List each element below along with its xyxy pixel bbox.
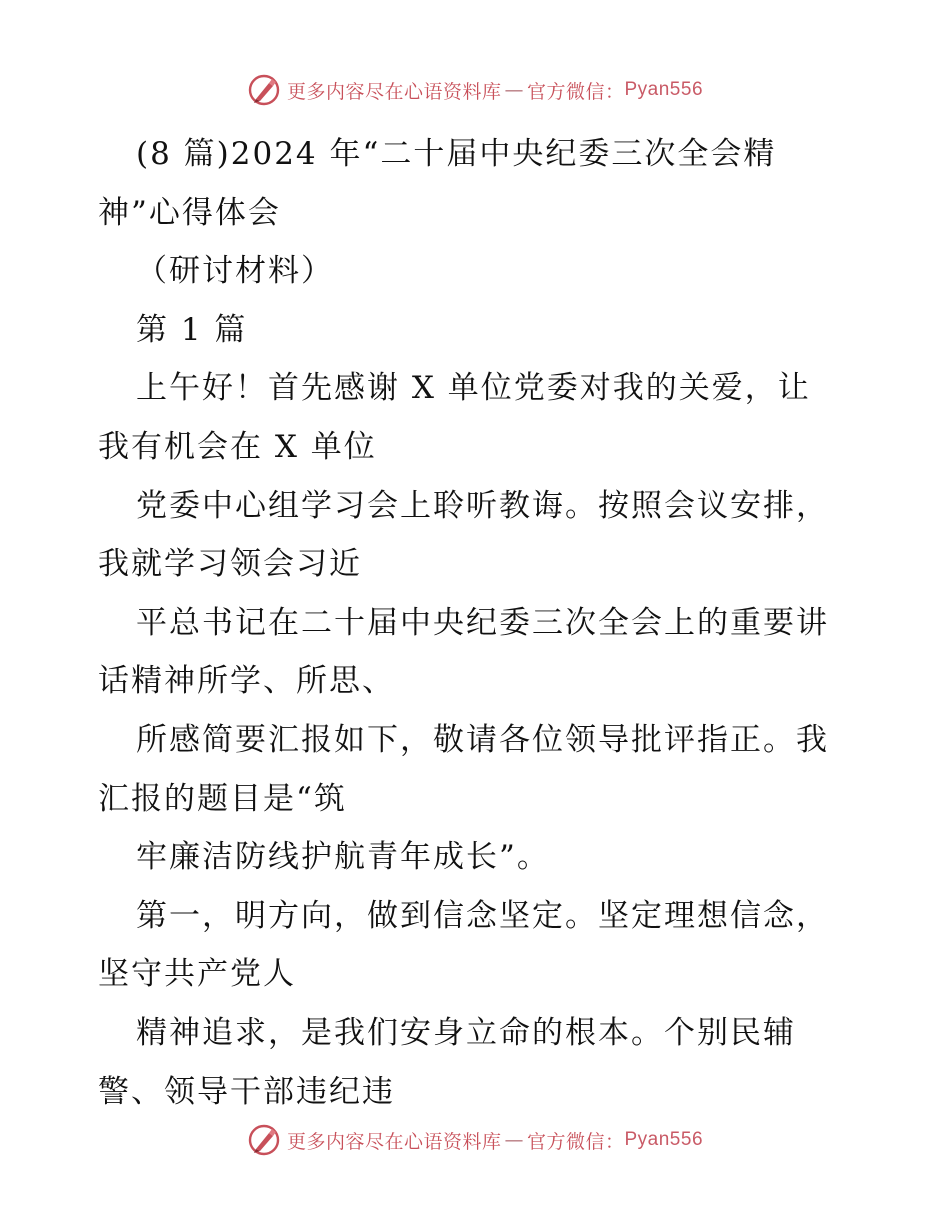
paragraph-line: 话精神所学、所思、 — [98, 663, 395, 700]
pen-logo-icon — [247, 73, 281, 107]
paragraph-line: 我就学习领会习近 — [98, 546, 362, 583]
pen-logo-icon — [247, 1123, 281, 1157]
paragraph-line: 党委中心组学习会上聆听教诲。按照会议安排， — [136, 487, 829, 524]
paragraph-line: 警、领导干部违纪违 — [98, 1073, 395, 1110]
doc-title-line-2: 神”心得体会 — [98, 194, 281, 231]
paragraph-line: 汇报的题目是“筑 — [98, 780, 347, 817]
paragraph-line: 所感简要汇报如下，敬请各位领导批评指正。我 — [136, 721, 829, 758]
paragraph-line: 坚守共产党人 — [98, 956, 296, 993]
document-body — [98, 125, 868, 1121]
footer-banner-wechat-id: Pyan556 — [624, 1129, 704, 1150]
paragraph-line: 平总书记在二十届中央纪委三次全会上的重要讲 — [136, 604, 829, 641]
footer-banner-official: 官方微信： — [526, 1130, 625, 1153]
footer-banner-separator: — — [504, 1129, 524, 1151]
paragraph-line: 精神追求，是我们安身立命的根本。个别民辅 — [136, 1014, 796, 1051]
footer-banner-text: 更多内容尽在心语资料库 — [286, 1130, 502, 1153]
header-banner-text: 更多内容尽在心语资料库 — [286, 80, 502, 103]
doc-subtitle: （研讨材料） — [136, 253, 334, 290]
footer-watermark-banner — [0, 1120, 950, 1160]
paragraph-line: 我有机会在 X 单位 — [98, 428, 377, 465]
section-heading: 第 1 篇 — [136, 311, 248, 348]
header-watermark-banner — [0, 70, 950, 110]
paragraph-line: 上午好！首先感谢 X 单位党委对我的关爱，让 — [136, 370, 811, 407]
header-banner-wechat-id: Pyan556 — [624, 79, 704, 100]
doc-title-line-1: (8 篇)2024 年“二十届中央纪委三次全会精 — [136, 136, 777, 172]
paragraph-line: 第一，明方向，做到信念坚定。坚定理想信念， — [136, 897, 829, 934]
paragraph-line: 牢廉洁防线护航青年成长”。 — [136, 839, 550, 876]
header-banner-separator: — — [504, 79, 524, 101]
header-banner-official: 官方微信： — [526, 80, 625, 103]
